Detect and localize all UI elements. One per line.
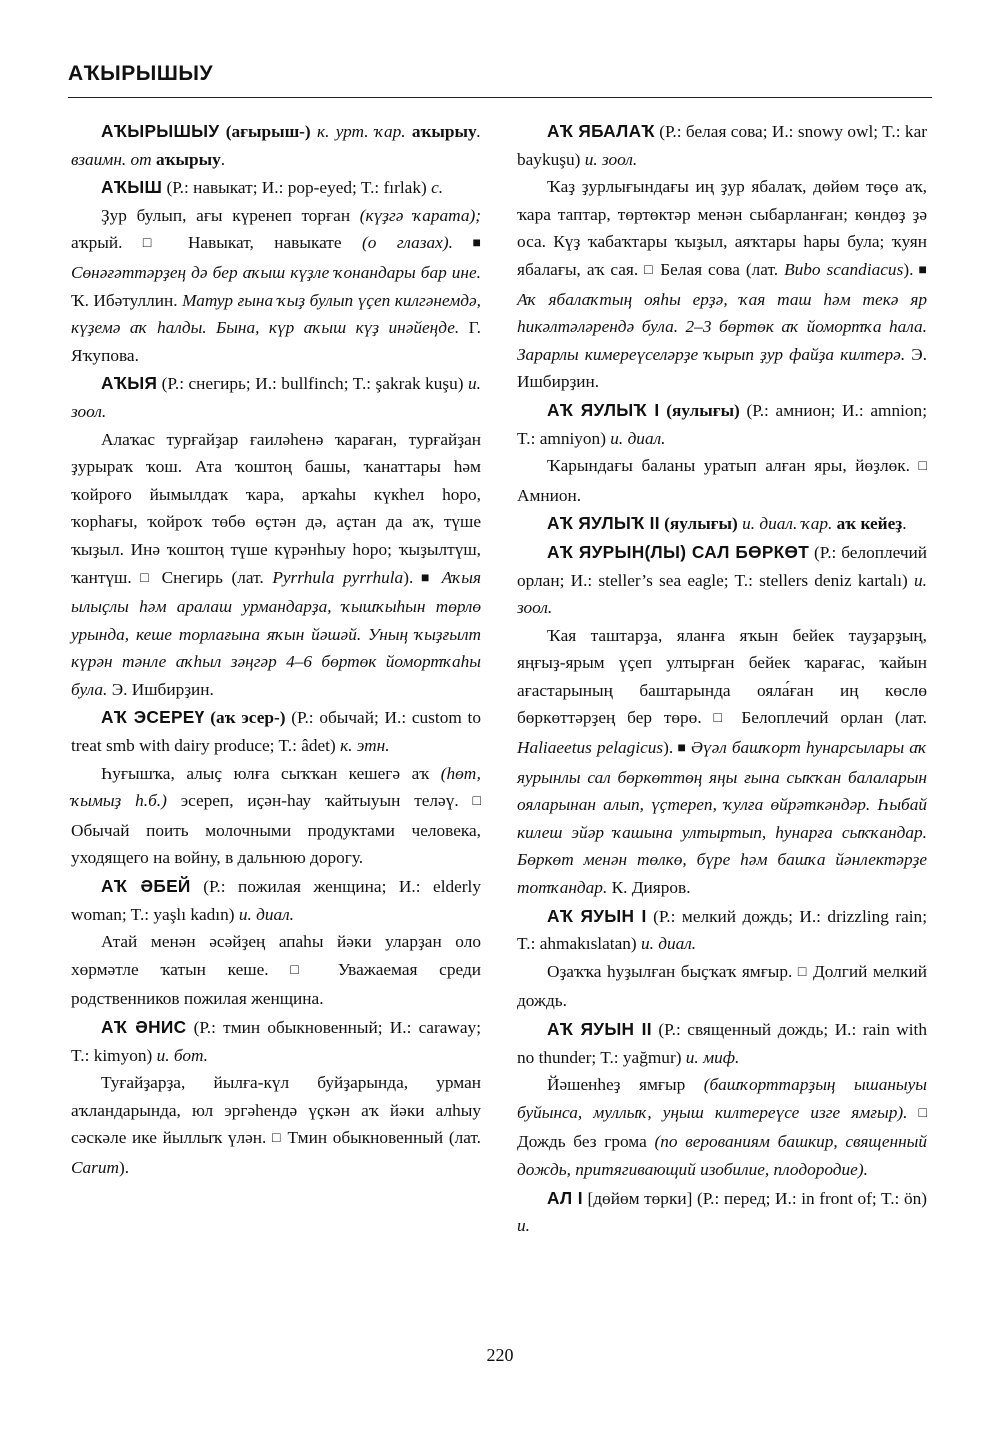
entry-text: Тмин обыкновенный (лат.	[281, 1128, 481, 1148]
entry-head	[517, 1185, 927, 1240]
entry-body	[517, 958, 927, 1015]
grammar-label: и. бот.	[156, 1045, 209, 1065]
grammar-label: и. зоол.	[584, 149, 638, 169]
entry-head	[71, 704, 481, 759]
entry-text: Э. Ишбирҙин.	[517, 344, 927, 392]
headword: АҠ ӘНИС	[101, 1017, 187, 1037]
grammar-label: с.	[431, 178, 444, 198]
grammar-label: к. урт. ҡар.	[310, 122, 412, 141]
headword: АҠЫРЫШЫУ	[101, 121, 220, 141]
entry-text: Долгий мелкий дождь.	[517, 961, 927, 1011]
entry-text: .	[902, 514, 907, 534]
headword: АҠ ЯУЛЫҠ I	[547, 399, 660, 420]
grammar-label: (о глазах).	[362, 233, 453, 253]
entry-text: (Р.: белоплечий орлан; И.: steller’s sea eagle; T.: stellers deniz kartalı)	[517, 542, 928, 590]
entry-text: Г. Яҡупова.	[71, 318, 481, 365]
entry-text: (Р.: пожилая женщина; И.: elderly woman; T.: yaşlı kadın)	[71, 877, 482, 924]
entry-text: (Р.: амнион; И.: amnion; T.: amniyon)	[517, 400, 927, 448]
example-text: Сөнәғәттәрҙең дә бер аҡыш күҙле ҡонандары бар ине.	[71, 262, 481, 282]
entry-head	[517, 118, 927, 173]
headword: АҠ ЯУЫН II	[547, 1019, 652, 1039]
dictionary-entry	[71, 174, 481, 369]
word-form: аҡырыу	[411, 122, 477, 141]
grammar-label: и. диал. ҡар.	[737, 514, 837, 534]
section-marker: □	[713, 711, 730, 727]
entry-text	[907, 1103, 918, 1122]
entry-body	[71, 928, 481, 1013]
entry-head	[517, 397, 927, 452]
headword: АҠ ЯБАЛАҠ	[547, 121, 655, 141]
example-text: Әүәл башҡорт һунарсылары аҡ яурынлы сал бөркөттөң яңы ғына сыҡҡан балаларын ояларынан алып, үҫтереп, ҡулға өйрәткәндәр. Һыбай килеш эйәр ҡашына ултыртып, һунарға сыҡҡандар. Бөркөт менән төлкө, бүре һәм башҡа йәнлектәрҙе тотҡандар.	[517, 738, 927, 898]
running-head: АҠЫРЫШЫУ	[68, 62, 214, 85]
section-marker: □	[140, 570, 154, 586]
entry-text: Амнион.	[517, 485, 582, 505]
entry-head	[517, 903, 927, 958]
entry-text: Атай менән әсәйҙең апаһы йәки уларҙан оло хөрмәтле ҡатын кеше.	[71, 932, 481, 979]
word-form: (аҡ эсер-)	[204, 708, 286, 728]
header-rule	[68, 97, 932, 98]
entry-text: эсереп, иҫән-һау ҡайтыуын теләү.	[166, 791, 473, 811]
section-marker: □	[918, 1105, 927, 1121]
entry-head	[517, 539, 927, 622]
entry-text: аҡрый.	[71, 233, 143, 253]
section-marker: □	[644, 262, 655, 278]
entry-text: К. Дияров.	[607, 878, 691, 898]
entry-body	[71, 760, 481, 872]
entry-text: .	[220, 149, 226, 169]
word-form: аҡ кейеҙ	[836, 514, 903, 534]
section-marker: □	[142, 236, 168, 252]
grammar-label: и. диал.	[238, 904, 294, 924]
dictionary-entry	[517, 118, 927, 396]
example-text: Аҡыя ылыҫлы һәм аралаш урмандарҙа, ҡышҡыһын төрлө урында, кеше торлағына яҡын йәшәй. Уның ҡыҙғылт күрән тәнле аҡһыл зәңгәр 4–6 бөртөк йомортҡаһы була.	[71, 567, 481, 699]
grammar-label: и. диал.	[610, 428, 666, 448]
entry-text: Ҙур булып, ағы күренеп торған	[101, 205, 360, 225]
entry-text: Алаҡас турғайҙар ғаиләһенә ҡараған, турғайҙан ҙурыраҡ ҡош. Ата ҡоштоң башы, ҡанаттары һәм ҡойроғо йымылдаҡ ҡара, арҡаһы күкһел һоро, ҡорһағы, ҡойроҡ төбө өҫтән дә, аҫтан да аҡ, түше ҡыҙыл. Инә ҡоштоң түше күрәнһыу һоро; ҡыҙылтүш, ҡантүш.	[71, 429, 481, 587]
entry-text: Ҡаҙ ҙурлығындағы иң ҙур ябалаҡ, дөйөм төҫө аҡ, ҡара таптар, төртөктәр менән сыбарланған; көндөҙ ҙә оса. Күҙ ҡабаҡтары ҡыҙыл, аяҡтары һары була; ҡуян ябалағы, аҡ сая.	[517, 177, 927, 279]
entry-text: (Р.: навыкат; И.: pop-eyed; T.: fırlak)	[162, 178, 432, 198]
grammar-label: и.	[517, 1216, 530, 1236]
entry-head	[71, 370, 481, 425]
section-marker: □	[918, 459, 927, 475]
entry-text: ).	[403, 567, 414, 587]
headword: АҠ ӘБЕЙ	[101, 876, 191, 897]
entry-text: Ҡая таштарҙа, яланға яҡын бейек тауҙарҙың, яңғыҙ-ярым үҫеп ултырған бейек ҡарағас, ҡайын ағастарының баштарында ояла́ған иң көслө бөркөттәрҙең бер төрө.	[517, 625, 927, 728]
entry-text: Белая сова (лат.	[654, 259, 785, 279]
headword: АҠ ЭСЕРЕҮ	[101, 707, 205, 728]
dictionary-entry	[517, 1016, 927, 1184]
section-marker: ■	[413, 570, 442, 586]
entry-head	[71, 873, 481, 928]
page-number: 220	[486, 1345, 514, 1365]
grammar-label: и. диал.	[640, 934, 697, 954]
entry-text: (Р.: священный дождь; И.: rain with no thunder; T.: yağmur)	[517, 1020, 927, 1067]
word-form: (яулығы)	[659, 400, 740, 420]
entry-text: ).	[663, 738, 674, 758]
entry-text: Йәшенһеҙ ямғыр	[547, 1075, 704, 1095]
example-text: Аҡ ябалаҡтың ояһы ерҙә, ҡая таш һәм текә яр һикәлтәләрендә була. 2–3 бөртөк аҡ йомортҡа һала. Зарарлы кимереүселәрҙе ҡырып ҙур файҙа килтерә.	[517, 289, 927, 364]
entry-head	[517, 510, 927, 538]
headword: АҠЫШ	[101, 177, 163, 198]
entry-body	[71, 1069, 481, 1181]
entry-text: (Р.: обычай; И.: custom to treat smb with dairy produce; T.: âdet)	[71, 708, 481, 756]
entry-text: Туғайҙарҙа, йылға-күл буйҙарында, урман аҡландарында, юл эргәһендә үҫкән аҡ йәки алһыу сәскәле ике йыллыҡ үлән.	[71, 1073, 481, 1148]
entry-text: ).	[903, 259, 914, 279]
section-marker: □	[472, 794, 481, 810]
left-column	[71, 118, 481, 1183]
entry-body	[71, 426, 481, 704]
grammar-label: (по верованиям башкир, священный дождь, притягивающий изобилие, плодородие).	[517, 1132, 927, 1179]
entry-body	[517, 622, 927, 902]
entry-head	[71, 118, 481, 173]
dictionary-entry	[517, 539, 927, 902]
entry-body	[71, 202, 481, 370]
entry-text: (Р.: мелкий дождь; И.: drizzling rain; T.: ahmakıslatan)	[517, 906, 927, 954]
grammar-label: (күҙгә ҡарата);	[359, 205, 481, 225]
grammar-label: Haliaeetus pelagicus	[517, 738, 664, 758]
word-form: (яулығы)	[659, 514, 738, 534]
headword: АҠ ЯУЫН I	[547, 905, 647, 926]
dictionary-entry	[71, 370, 481, 703]
dictionary-entry	[71, 118, 481, 173]
section-marker: ■	[673, 741, 691, 757]
grammar-label: и. зоол.	[517, 570, 927, 618]
entry-text: Оҙаҡҡа һуҙылған быҫҡаҡ ямғыр.	[547, 961, 798, 981]
section-marker: □	[290, 962, 317, 978]
entry-text: ).	[119, 1157, 130, 1177]
entry-body	[517, 452, 927, 509]
grammar-label: (башҡорттарҙың ышаныуы буйынса, муллыҡ, уңыш килтереүсе изге ямғыр).	[517, 1075, 927, 1122]
headword: АҠ ЯУЛЫҠ II	[547, 513, 660, 534]
dictionary-entry	[517, 397, 927, 509]
entry-head	[71, 174, 481, 202]
entry-text: Уважаемая среди родственников пожилая женщина.	[71, 959, 481, 1009]
section-marker: ■	[452, 236, 481, 252]
dictionary-entry	[517, 1185, 927, 1240]
grammar-label: к. этн.	[340, 736, 390, 756]
section-marker: □	[272, 1131, 282, 1147]
grammar-label: и. зоол.	[71, 374, 481, 421]
grammar-label: . взаимн. от	[71, 122, 481, 169]
entry-text: Белоплечий орлан (лат.	[729, 708, 928, 728]
entry-head	[517, 1016, 927, 1071]
entry-head	[71, 1014, 481, 1069]
entry-text: (Р.: снегирь; И.: bullfinch; T.: şakrak kuşu)	[157, 374, 469, 394]
dictionary-entry	[517, 903, 927, 1015]
entry-text: Обычай поить молочными продуктами человека, уходящего на войну, в дальнюю дорогу.	[71, 820, 481, 868]
dictionary-entry	[71, 873, 481, 1013]
grammar-label: и. миф.	[685, 1047, 740, 1067]
word-form: (ағырыш-)	[219, 122, 311, 141]
dictionary-entry	[71, 1014, 481, 1182]
section-marker: ■	[913, 262, 927, 278]
grammar-label: Bubo scandiacus	[784, 259, 904, 279]
grammar-label: Carum	[71, 1157, 120, 1177]
dictionary-entry	[71, 704, 481, 872]
grammar-label: Pyrrhula pyrrhula	[272, 567, 404, 587]
entry-text: Дождь без грома	[517, 1132, 655, 1152]
entry-text: (Р.: белая сова; И.: snowy owl; T.: kar baykuşu)	[517, 122, 927, 169]
right-column	[517, 118, 927, 1241]
dictionary-entry	[517, 510, 927, 538]
headword: АЛ I	[547, 1187, 583, 1208]
headword: АҠ ЯУРЫН(ЛЫ) САЛ БӨРКӨТ	[547, 541, 810, 562]
entry-text: (Р.: тмин обыкновенный; И.: caraway; T.: kimyon)	[71, 1018, 481, 1065]
entry-text: [дөйөм төрки] (Р.: перед; И.: in front of; T.: ön)	[582, 1188, 927, 1208]
entry-body	[517, 173, 927, 396]
entry-text: Ҡарындағы баланы уратып алған яры, йөҙлөк.	[547, 456, 919, 476]
entry-body	[517, 1071, 927, 1183]
entry-text: Ҡ. Ибәтуллин.	[71, 290, 183, 310]
entry-text: Э. Ишбирҙин.	[107, 679, 214, 699]
headword: АҠЫЯ	[101, 373, 158, 394]
word-form: аҡырыу	[155, 149, 221, 169]
example-text: Матур ғына ҡыҙ булып үҫеп килгәнемдә, күҙемә аҡ һалды. Бына, күр аҡыш күҙ инәйеңде.	[71, 290, 481, 338]
entry-text: Навыкат, навыкате	[167, 233, 362, 253]
entry-text: Һуғышҡа, алыҫ юлға сыҡҡан кешегә аҡ	[101, 763, 441, 783]
section-marker: □	[797, 964, 808, 980]
grammar-label: (һөт, ҡымыҙ һ.б.)	[71, 763, 481, 811]
entry-text: Снегирь (лат.	[153, 567, 273, 587]
